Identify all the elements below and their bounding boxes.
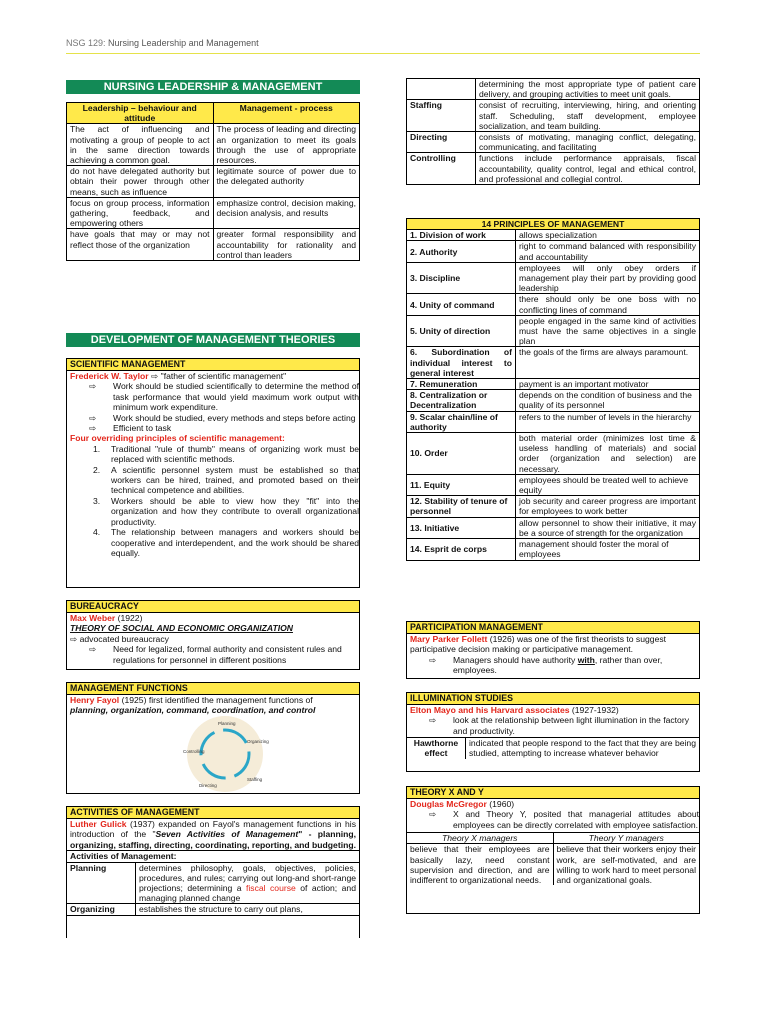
table-cell: Staffing	[407, 100, 476, 132]
principle-text: Traditional "rule of thumb" means of organizing work must be replaced with scientific methods.	[111, 443, 359, 465]
nlm-col1-header: Leadership – behaviour and attitude	[67, 103, 214, 124]
table-row	[67, 197, 360, 229]
table-row	[407, 153, 700, 185]
list-item	[407, 809, 699, 830]
page-header	[66, 38, 700, 54]
theoryxy-heading: THEORY X AND Y	[407, 787, 699, 799]
bureaucracy-heading: BUREAUCRACY	[67, 601, 359, 613]
list-item	[67, 381, 359, 412]
table-cell: allows specialization	[516, 230, 700, 241]
table-cell: functions include performance appraisals, fiscal accountability, quality control, legal and ethical control, and professional and collegial control.	[476, 153, 700, 185]
follett-name: Mary Parker Follett	[410, 634, 488, 644]
table-row	[407, 411, 700, 432]
table-cell: consist of recruiting, interviewing, hiring, and orienting staff. Scheduling, staff development, employee socialization, and team building.	[476, 100, 700, 132]
table-cell: 4. Unity of command	[407, 294, 516, 315]
gulick-text: (1937) expanded on Fayol's management functions in his introduction of the "	[70, 819, 357, 840]
bullet-text: Work should be studied scientifically to determine the method of task performance that would yield maximum work output with minimum work expenditure.	[113, 381, 359, 413]
table-cell: there should only be one boss with no conflicting lines of command	[516, 294, 700, 315]
principle-text: A scientific personnel system must be established so that workers can be hired, trained, and promoted based on their technical competence and abilities.	[111, 464, 359, 496]
table-row	[407, 79, 700, 100]
cycle-label-controlling: Controlling	[183, 749, 205, 754]
table-cell: 8. Centralization or Decentralization	[407, 390, 516, 411]
participation-box	[406, 621, 700, 679]
table-row	[407, 230, 700, 241]
table-cell: payment is an important motivator	[516, 379, 700, 390]
table-cell: 9. Scalar chain/line of authority	[407, 411, 516, 432]
arrow-icon: ⇨	[151, 371, 159, 381]
functions-heading: MANAGEMENT FUNCTIONS	[67, 683, 359, 695]
arrow-icon: ⇨	[429, 809, 437, 820]
bullet-text: X and Theory Y, posited that managerial attitudes about employees can be directly correlated with employee satisfaction.	[453, 809, 699, 830]
principles14-table	[406, 218, 700, 561]
theory-x-header: Theory X managers	[407, 833, 553, 844]
table-cell: 10. Order	[407, 433, 516, 475]
taylor-name: Frederick W. Taylor	[70, 371, 149, 381]
bullet-text-2: , rather than over, employees.	[453, 654, 663, 676]
table-cell: 2. Authority	[407, 241, 516, 262]
list-item	[67, 413, 359, 423]
cycle-label-staffing: Staffing	[247, 777, 263, 782]
weber-advocated: advocated bureaucracy	[77, 633, 169, 644]
mcgregor-name: Douglas McGregor	[410, 799, 487, 809]
list-item: 2. A scientific personnel system must be established so that workers can be hired, trained, and promoted based on their technical competence and abilities.	[93, 464, 359, 496]
table-row	[407, 539, 700, 560]
gulick-name: Luther Gulick	[70, 819, 127, 829]
fayol-text: (1925) first identified the management functions of	[119, 695, 313, 705]
table-cell: 6. Subordination of individual interest to general interest	[407, 347, 516, 379]
table-cell: management should foster the moral of employees	[516, 539, 700, 560]
activities-subheading: Activities of Management:	[67, 850, 359, 861]
table-cell: focus on group process, information gathering, feedback, and empowering others	[67, 197, 214, 229]
table-row	[407, 496, 700, 517]
arrow-icon: ⇨	[429, 715, 437, 726]
table-cell: 14. Esprit de corps	[407, 539, 516, 560]
table-cell: Hawthorne effect	[407, 738, 466, 759]
nlm-table	[66, 102, 360, 261]
list-item	[407, 715, 699, 736]
principle-text: Workers should be able to view how they "fit" into the organization and how they contribute to overall organizational productivity.	[111, 495, 359, 527]
participation-heading: PARTICIPATION MANAGEMENT	[407, 622, 699, 634]
table-cell: 3. Discipline	[407, 262, 516, 294]
table-cell: employees will only obey orders if management play their part by providing good leadership	[516, 262, 700, 294]
fiscal-course: fiscal course	[245, 883, 296, 894]
table-cell	[136, 862, 360, 904]
table-row	[407, 517, 700, 538]
table-cell: right to command balanced with responsibility and accountability	[516, 241, 700, 262]
table-cell: indicated that people respond to the fact that they are being studied, attempting to increase whatever behavior	[466, 738, 700, 759]
table-row	[407, 844, 699, 885]
table-row	[67, 862, 359, 904]
list-item: 1. Traditional "rule of thumb" means of organizing work must be replaced with scientific methods.	[93, 443, 359, 465]
planning-text: determines philosophy, goals, objectives, policies, procedures, and rules; carrying out long-and short-range projections; determining a	[139, 862, 356, 894]
cycle-label-directing: Directing	[199, 783, 217, 788]
list-item	[67, 644, 359, 665]
table-cell: 13. Initiative	[407, 517, 516, 538]
mayo-years: (1927-1932)	[569, 705, 619, 715]
management-cycle-diagram	[175, 715, 275, 793]
table-row	[407, 347, 700, 379]
theory-y-header: Theory Y managers	[553, 833, 699, 844]
scientific-management-box	[66, 358, 360, 588]
weber-theory: THEORY OF SOCIAL AND ECONOMIC ORGANIZATION	[70, 623, 293, 634]
follett-text: (1926) was one of the first theorists to suggest participative decision making or participative management.	[410, 634, 667, 655]
arrow-icon: ⇨	[89, 412, 97, 423]
table-row	[407, 433, 700, 475]
nlm-title: NURSING LEADERSHIP & MANAGEMENT	[66, 80, 360, 94]
table-cell: employees should be treated well to achieve equity	[516, 474, 700, 495]
fayol-name: Henry Fayol	[70, 695, 120, 705]
bullet-text: look at the relationship between light illumination in the factory and productivity.	[453, 715, 689, 736]
table-row	[67, 124, 360, 166]
list-item: 3. Workers should be able to view how they "fit" into the organization and how they contribute to overall organizational productivity.	[93, 495, 359, 527]
fayol-list: planning, organization, command, coordination, and control	[70, 705, 316, 716]
table-cell: establishes the structure to carry out plans,	[136, 904, 360, 915]
arrow-icon: ⇨	[89, 381, 97, 392]
bullet-text: Need for legalized, formal authority and consistent rules and regulations for personnel in different positions	[113, 644, 342, 665]
table-cell: 11. Equity	[407, 474, 516, 495]
weber-name: Max Weber	[70, 613, 116, 623]
principle-text: The relationship between managers and workers should be cooperative and interdependent, and the work should be shared equally.	[111, 527, 359, 558]
table-cell: Planning	[67, 862, 136, 904]
weber-year: (1922)	[115, 613, 143, 623]
table-cell: 12. Stability of tenure of personnel	[407, 496, 516, 517]
bullet-emphasis: with	[577, 654, 595, 665]
table-cell: greater formal responsibility and accountability for rationality and control than leaders	[213, 229, 360, 261]
table-cell: the goals of the firms are always paramount.	[516, 347, 700, 379]
table-row	[407, 100, 700, 132]
illumination-heading: ILLUMINATION STUDIES	[407, 693, 699, 705]
table-row	[67, 229, 360, 261]
arrow-icon: ⇨	[89, 644, 97, 655]
management-functions-box	[66, 682, 360, 794]
table-cell: believe that their employees are basically lazy, need constant supervision and direction, and are indifferent to organizational needs.	[407, 844, 553, 885]
activities-heading: ACTIVITIES OF MANAGEMENT	[67, 807, 359, 819]
activities-box	[66, 806, 360, 938]
table-cell: legitimate source of power due to the delegated authority	[213, 166, 360, 198]
taylor-note: "father of scientific management"	[160, 371, 287, 381]
course-title: Nursing Leadership and Management	[105, 38, 259, 48]
table-row	[407, 241, 700, 262]
table-cell: emphasize control, decision making, decision analysis, and results	[213, 197, 360, 229]
nlm-col2-header: Management - process	[213, 103, 360, 124]
table-cell: Organizing	[67, 904, 136, 915]
list-item: 4. The relationship between managers and workers should be cooperative and interdependent, and the work should be shared equally.	[93, 527, 359, 558]
bureaucracy-box	[66, 600, 360, 670]
seven-activities: Seven Activities of Management	[155, 829, 299, 840]
table-row	[407, 315, 700, 347]
principles14-heading: 14 PRINCIPLES OF MANAGEMENT	[407, 219, 700, 230]
arrow-icon: ⇨	[429, 654, 437, 665]
list-item	[407, 655, 699, 676]
mcgregor-year: (1960)	[486, 799, 515, 809]
activities-continued-table	[406, 78, 700, 185]
table-row	[407, 474, 700, 495]
list-item	[67, 423, 359, 433]
table-cell: believe that their workers enjoy their work, are self-motivated, and are willing to work hard to meet personal and organizational goals.	[553, 844, 699, 885]
course-code: NSG 129:	[66, 38, 106, 48]
table-cell: refers to the number of levels in the hierarchy	[516, 411, 700, 432]
table-cell: job security and career progress are important for employees to work better	[516, 496, 700, 517]
cycle-label-organizing: Organizing	[247, 739, 269, 744]
arrow-icon: ⇨	[70, 633, 78, 644]
table-cell: 7. Remuneration	[407, 379, 516, 390]
bullet-text: Work should be studied, every methods and steps before acting	[113, 412, 356, 423]
table-row	[407, 390, 700, 411]
table-cell: determining the most appropriate type of patient care delivery, and grouping activities to meet unit goals.	[476, 79, 700, 100]
bullet-text: Managers should have authority	[453, 654, 578, 665]
table-row	[407, 132, 700, 153]
table-cell: do not have delegated authority but obtain their power through other means, such as influence	[67, 166, 214, 198]
table-cell: Directing	[407, 132, 476, 153]
table-row	[407, 294, 700, 315]
dev-title: DEVELOPMENT OF MANAGEMENT THEORIES	[66, 333, 360, 347]
planning-text-2: of action; and managing planned change	[139, 883, 356, 904]
table-cell: have goals that may or may not reflect those of the organization	[67, 229, 214, 261]
table-row	[67, 166, 360, 198]
table-row	[407, 379, 700, 390]
theoryxy-box	[406, 786, 700, 914]
table-cell	[407, 79, 476, 100]
cycle-label-planning: Planning	[218, 721, 236, 726]
bullet-text: Efficient to task	[113, 423, 172, 434]
table-cell: consists of motivating, managing conflict, delegating, communicating, and facilitating	[476, 132, 700, 153]
table-cell: both material order (minimizes lost time & useless handling of materials) and social order (organization and selection) are necessary.	[516, 433, 700, 475]
table-cell: The act of influencing and motivating a group of people to act in the same direction towards achieving a common goal.	[67, 124, 214, 166]
table-row	[407, 262, 700, 294]
gulick-text-2: " - planning, organizing, staffing, directing, coordinating, reporting, and budgeting.	[70, 829, 356, 850]
table-cell: 1. Division of work	[407, 230, 516, 241]
illumination-box	[406, 692, 700, 772]
scientific-heading: SCIENTIFIC MANAGEMENT	[67, 359, 359, 371]
mayo-name: Elton Mayo and his Harvard associates	[410, 705, 570, 715]
principles-heading: Four overriding principles of scientific management:	[70, 433, 285, 444]
table-cell: 5. Unity of direction	[407, 315, 516, 347]
table-cell: depends on the condition of business and the quality of its personnel	[516, 390, 700, 411]
arrow-icon: ⇨	[89, 423, 97, 434]
table-cell: allow personnel to show their initiative, it may be a source of strength for the organization	[516, 517, 700, 538]
table-cell: people engaged in the same kind of activities must have the same objectives in a single plan	[516, 315, 700, 347]
table-cell: The process of leading and directing an organization to meet its goals through the use of appropriate resources.	[213, 124, 360, 166]
table-row	[67, 904, 359, 915]
table-row	[407, 738, 699, 759]
table-cell: Controlling	[407, 153, 476, 185]
